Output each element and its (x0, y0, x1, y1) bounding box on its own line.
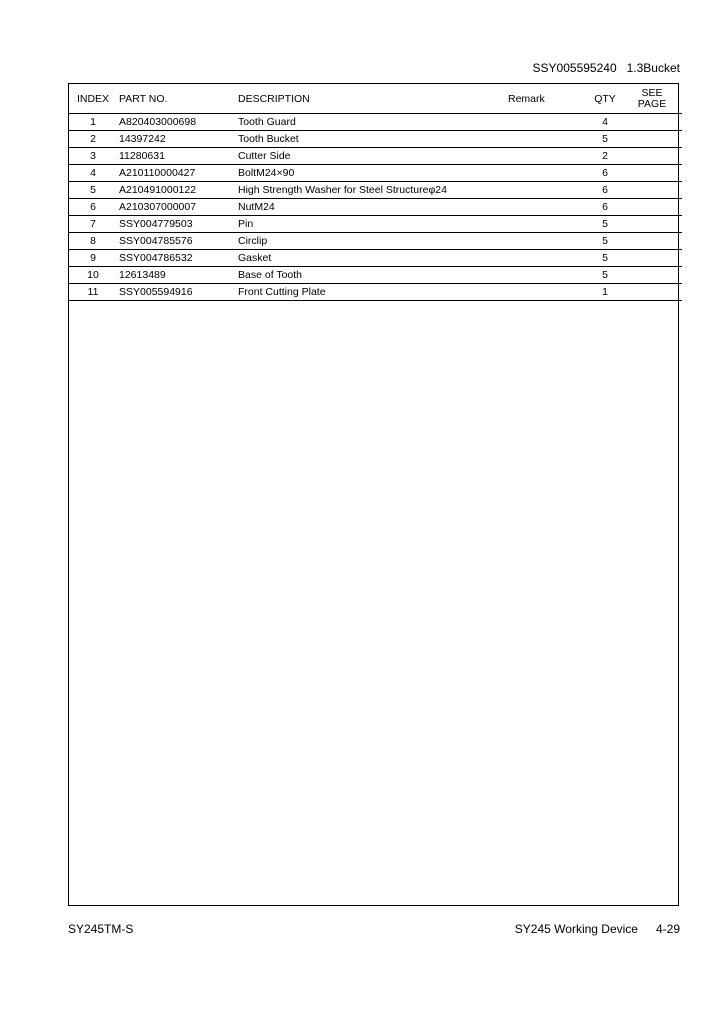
cell-see-page (622, 148, 682, 165)
cell-part-no: SSY004779503 (117, 216, 238, 233)
cell-part-no: 11280631 (117, 148, 238, 165)
cell-remark (508, 233, 588, 250)
cell-part-no: A820403000698 (117, 114, 238, 131)
cell-description: Pin (238, 216, 508, 233)
cell-qty: 5 (588, 216, 622, 233)
cell-description: Cutter Side (238, 148, 508, 165)
cell-remark (508, 216, 588, 233)
column-header-index: INDEX (69, 84, 117, 114)
cell-see-page (622, 233, 682, 250)
cell-description: Gasket (238, 250, 508, 267)
footer-chapter: SY245 Working Device (514, 922, 638, 936)
cell-remark (508, 131, 588, 148)
cell-remark (508, 250, 588, 267)
cell-part-no: SSY004786532 (117, 250, 238, 267)
cell-part-no: SSY005594916 (117, 284, 238, 301)
cell-remark (508, 284, 588, 301)
cell-index: 5 (69, 182, 117, 199)
cell-qty: 6 (588, 182, 622, 199)
parts-table-body (69, 114, 682, 301)
cell-description: Circlip (238, 233, 508, 250)
column-header-qty: QTY (588, 84, 622, 114)
cell-index: 4 (69, 165, 117, 182)
cell-description: Front Cutting Plate (238, 284, 508, 301)
parts-table (69, 84, 682, 301)
cell-qty: 5 (588, 131, 622, 148)
cell-qty: 6 (588, 165, 622, 182)
cell-index: 7 (69, 216, 117, 233)
cell-qty: 5 (588, 267, 622, 284)
cell-description: Base of Tooth (238, 267, 508, 284)
cell-qty: 5 (588, 250, 622, 267)
cell-index: 3 (69, 148, 117, 165)
cell-description: BoltM24×90 (238, 165, 508, 182)
cell-see-page (622, 114, 682, 131)
cell-description: NutM24 (238, 199, 508, 216)
cell-description: Tooth Guard (238, 114, 508, 131)
cell-index: 6 (69, 199, 117, 216)
column-header-see-page (622, 84, 682, 114)
table-row (69, 148, 682, 165)
cell-remark (508, 148, 588, 165)
footer-model: SY245TM-S (68, 922, 134, 936)
cell-index: 1 (69, 114, 117, 131)
table-row (69, 233, 682, 250)
see-page-line-2: PAGE (637, 97, 667, 110)
table-row (69, 284, 682, 301)
cell-qty: 5 (588, 233, 622, 250)
column-header-description: DESCRIPTION (238, 84, 508, 114)
footer-right (515, 922, 680, 936)
cell-remark (508, 267, 588, 284)
cell-see-page (622, 267, 682, 284)
table-header-row (69, 84, 682, 114)
cell-qty: 6 (588, 199, 622, 216)
page-number: 4-29 (655, 922, 680, 936)
cell-part-no: SSY004785576 (117, 233, 238, 250)
cell-description: High Strength Washer for Steel Structureφ24 (238, 182, 508, 199)
cell-remark (508, 199, 588, 216)
cell-part-no: A210491000122 (117, 182, 238, 199)
cell-see-page (622, 199, 682, 216)
cell-part-no: A210307000007 (117, 199, 238, 216)
cell-part-no: A210110000427 (117, 165, 238, 182)
cell-remark (508, 114, 588, 131)
cell-index: 9 (69, 250, 117, 267)
table-row (69, 199, 682, 216)
cell-part-no: 12613489 (117, 267, 238, 284)
parts-list-frame (68, 83, 679, 906)
cell-see-page (622, 131, 682, 148)
table-row (69, 165, 682, 182)
cell-see-page (622, 216, 682, 233)
cell-see-page (622, 165, 682, 182)
cell-part-no: 14397242 (117, 131, 238, 148)
section-title: 1.3Bucket (626, 61, 680, 75)
cell-description: Tooth Bucket (238, 131, 508, 148)
column-header-remark: Remark (508, 84, 588, 114)
cell-index: 11 (69, 284, 117, 301)
cell-index: 10 (69, 267, 117, 284)
table-row (69, 216, 682, 233)
page-header (533, 61, 680, 75)
cell-qty: 1 (588, 284, 622, 301)
table-row (69, 131, 682, 148)
cell-index: 8 (69, 233, 117, 250)
cell-see-page (622, 250, 682, 267)
cell-see-page (622, 284, 682, 301)
table-row (69, 250, 682, 267)
table-row (69, 267, 682, 284)
table-row (69, 182, 682, 199)
cell-index: 2 (69, 131, 117, 148)
cell-see-page (622, 182, 682, 199)
cell-remark (508, 182, 588, 199)
cell-qty: 2 (588, 148, 622, 165)
cell-qty: 4 (588, 114, 622, 131)
column-header-part-no: PART NO. (117, 84, 238, 114)
cell-remark (508, 165, 588, 182)
document-code: SSY005595240 (532, 61, 617, 75)
see-page-line-1: SEE (641, 86, 663, 99)
table-row (69, 114, 682, 131)
